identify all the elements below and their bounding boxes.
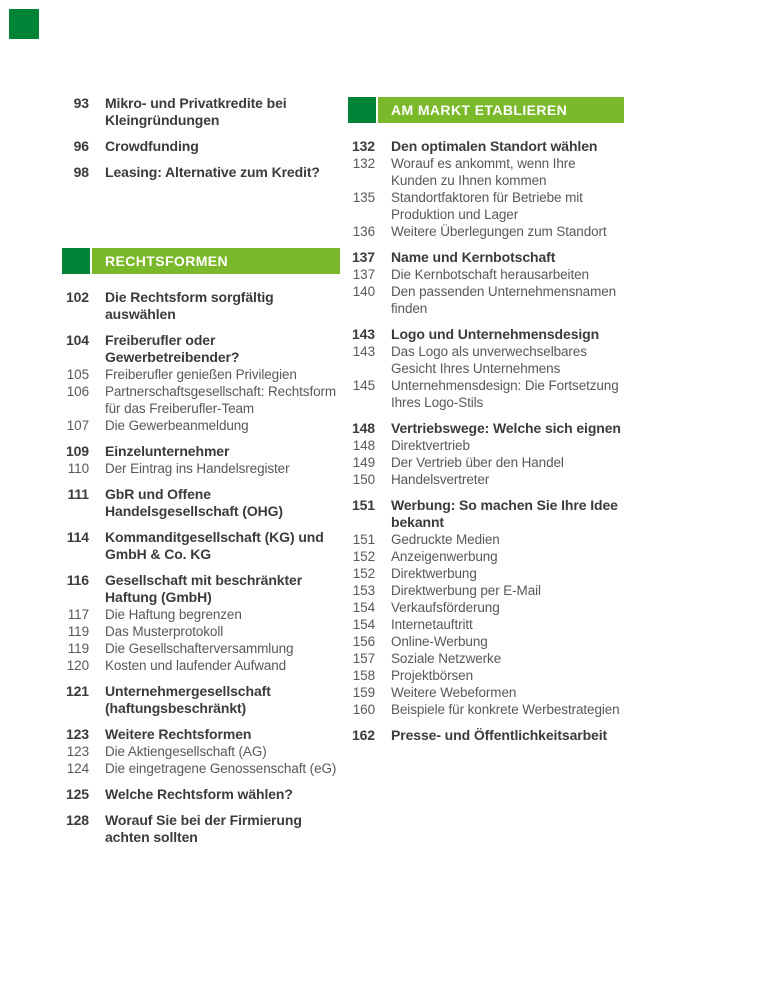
toc-entry xyxy=(348,582,624,599)
toc-entry xyxy=(62,683,340,717)
toc-entry-title: Handelsvertreter xyxy=(391,472,490,487)
toc-entry-page-number: 150 xyxy=(352,472,375,487)
toc-entry-title: Worauf Sie bei der Firmierung achten sollten xyxy=(105,812,302,845)
section-header-bar xyxy=(92,248,340,274)
toc-entry xyxy=(62,289,340,323)
toc-entry xyxy=(348,326,624,343)
toc-entry-title: Anzeigenwerbung xyxy=(391,549,498,564)
toc-entry-page-number: 145 xyxy=(352,378,375,393)
toc-entry-title: Projektbörsen xyxy=(391,668,473,683)
toc-entry-page-number: 148 xyxy=(352,438,375,453)
toc-right-column xyxy=(348,97,624,744)
toc-entry-title: Welche Rechtsform wählen? xyxy=(105,786,293,802)
toc-entry xyxy=(348,249,624,266)
toc-entry-title: GbR und Offene Handelsgesellschaft (OHG) xyxy=(105,486,283,519)
toc-entry xyxy=(348,437,624,454)
toc-entry xyxy=(62,138,340,155)
toc-entry-title: Der Eintrag ins Handelsregister xyxy=(105,461,290,476)
toc-entry-page-number: 154 xyxy=(352,600,375,615)
toc-entry-page-number: 104 xyxy=(65,332,89,348)
toc-entry-page-number: 153 xyxy=(352,583,375,598)
toc-entry xyxy=(62,529,340,563)
toc-entry-page-number: 162 xyxy=(351,727,375,743)
toc-entry xyxy=(62,460,340,477)
section-header xyxy=(62,248,340,274)
toc-entry-page-number: 135 xyxy=(352,190,375,205)
toc-entry xyxy=(348,138,624,155)
toc-entry-title: Weitere Überlegungen zum Standort xyxy=(391,224,607,239)
section-header xyxy=(348,97,624,123)
toc-entry-page-number: 143 xyxy=(351,326,375,342)
toc-entry-page-number: 93 xyxy=(73,95,89,111)
toc-entry-page-number: 125 xyxy=(65,786,89,802)
toc-entry xyxy=(348,616,624,633)
toc-entry-page-number: 137 xyxy=(351,249,375,265)
toc-entry xyxy=(348,565,624,582)
toc-entry-page-number: 119 xyxy=(67,624,89,639)
toc-entry xyxy=(62,623,340,640)
toc-entry-title: Logo und Unternehmensdesign xyxy=(391,326,600,342)
toc-entry xyxy=(62,812,340,846)
toc-entry-page-number: 110 xyxy=(67,461,89,476)
toc-entry-page-number: 154 xyxy=(352,617,375,632)
toc-entry xyxy=(348,266,624,283)
toc-entry xyxy=(62,640,340,657)
toc-entry xyxy=(62,572,340,606)
section-header-accent-square xyxy=(62,248,90,274)
toc-entry-title: Name und Kernbotschaft xyxy=(391,249,556,265)
toc-entry-page-number: 149 xyxy=(352,455,375,470)
toc-entry-title: Die eingetragene Genossenschaft (eG) xyxy=(105,761,337,776)
toc-entry xyxy=(62,486,340,520)
toc-entry-title: Den passenden Unternehmensnamen finden xyxy=(391,284,617,316)
toc-entry xyxy=(348,343,624,377)
toc-entry-page-number: 117 xyxy=(67,607,89,622)
toc-entries-group xyxy=(62,95,340,181)
toc-entry-title: Online-Werbung xyxy=(391,634,488,649)
toc-entry-title: Einzelunternehmer xyxy=(105,443,230,459)
toc-entry xyxy=(348,701,624,718)
toc-entry-page-number: 128 xyxy=(65,812,89,828)
toc-entry-title: Kosten und laufender Aufwand xyxy=(105,658,287,673)
toc-entry-title: Worauf es ankommt, wenn Ihre Kunden zu Ihnen kommen xyxy=(391,156,576,188)
toc-entry xyxy=(348,667,624,684)
toc-entry-title: Unternehmensdesign: Die Fortsetzung Ihres Logo-Stils xyxy=(391,378,619,410)
section-header-bar xyxy=(378,97,624,123)
section-header-title: AM MARKT ETABLIEREN xyxy=(391,102,568,118)
toc-entry-title: Vertriebswege: Welche sich eignen xyxy=(391,420,621,436)
toc-entry xyxy=(62,417,340,434)
toc-entry-page-number: 151 xyxy=(351,497,375,513)
toc-entry xyxy=(62,743,340,760)
toc-entry-title: Die Haftung begrenzen xyxy=(105,607,242,622)
toc-entry-title: Presse- und Öffentlichkeitsarbeit xyxy=(391,727,608,743)
toc-entries-group xyxy=(62,289,340,846)
corner-accent-square xyxy=(9,9,39,39)
toc-entry-page-number: 136 xyxy=(352,224,375,239)
toc-entry xyxy=(62,443,340,460)
toc-entry-title: Freiberufler oder Gewerbetreibender? xyxy=(105,332,240,365)
toc-entry-page-number: 123 xyxy=(66,744,89,759)
toc-entries-group xyxy=(348,138,624,744)
toc-entry-title: Die Rechtsform sorgfältig auswählen xyxy=(105,289,274,322)
toc-entry-page-number: 107 xyxy=(66,418,89,433)
toc-entry-title: Gesellschaft mit beschränkter Haftung (GmbH) xyxy=(105,572,303,605)
toc-entry xyxy=(62,726,340,743)
toc-entry-title: Den optimalen Standort wählen xyxy=(391,138,598,154)
toc-entry-page-number: 119 xyxy=(67,641,89,656)
toc-entry xyxy=(348,377,624,411)
toc-entry-page-number: 106 xyxy=(66,384,89,399)
toc-entry-page-number: 132 xyxy=(351,138,375,154)
toc-entry xyxy=(348,454,624,471)
toc-entry xyxy=(348,531,624,548)
toc-entry-page-number: 148 xyxy=(351,420,375,436)
toc-entry-title: Direktwerbung xyxy=(391,566,477,581)
toc-entry-title: Standortfaktoren für Betriebe mit Produktion und Lager xyxy=(391,190,583,222)
toc-entry xyxy=(348,548,624,565)
toc-entry xyxy=(348,633,624,650)
toc-entry-page-number: 114 xyxy=(66,529,89,545)
toc-entry-title: Beispiele für konkrete Werbestrategien xyxy=(391,702,620,717)
toc-entry xyxy=(348,684,624,701)
toc-entry-title: Internetauftritt xyxy=(391,617,473,632)
toc-entry-page-number: 157 xyxy=(352,651,375,666)
toc-entry-title: Weitere Rechtsformen xyxy=(105,726,252,742)
toc-entry xyxy=(348,497,624,531)
toc-entry xyxy=(348,283,624,317)
toc-entry xyxy=(348,155,624,189)
toc-entry-title: Direktvertrieb xyxy=(391,438,470,453)
section-header-title: RECHTSFORMEN xyxy=(105,253,229,269)
toc-entry-page-number: 137 xyxy=(352,267,375,282)
toc-entry-page-number: 156 xyxy=(352,634,375,649)
toc-entry-title: Crowdfunding xyxy=(105,138,199,154)
toc-entry-title: Soziale Netzwerke xyxy=(391,651,502,666)
toc-entry-page-number: 96 xyxy=(73,138,89,154)
toc-entry-title: Partnerschaftsgesellschaft: Rechtsform für das Freiberufler-Team xyxy=(105,384,337,416)
toc-entry xyxy=(62,786,340,803)
toc-entry-page-number: 98 xyxy=(73,164,89,180)
toc-entry xyxy=(348,650,624,667)
toc-entry-page-number: 152 xyxy=(352,549,375,564)
section-header-accent-square xyxy=(348,97,376,123)
toc-entry-page-number: 158 xyxy=(352,668,375,683)
toc-entry-title: Das Musterprotokoll xyxy=(105,624,224,639)
toc-entry-page-number: 123 xyxy=(65,726,89,742)
toc-entry xyxy=(348,471,624,488)
toc-entry-title: Unternehmergesellschaft (haftungsbeschränkt) xyxy=(105,683,271,716)
toc-entry-page-number: 120 xyxy=(66,658,89,673)
toc-left-column xyxy=(62,95,340,846)
toc-entry-page-number: 102 xyxy=(65,289,89,305)
toc-entry-title: Weitere Webeformen xyxy=(391,685,517,700)
toc-entry-page-number: 132 xyxy=(352,156,375,171)
toc-entry xyxy=(62,606,340,623)
toc-entry-title: Verkaufsförderung xyxy=(391,600,500,615)
toc-entry-title: Das Logo als unverwechselbares Gesicht Ihres Unternehmens xyxy=(391,344,587,376)
toc-entry xyxy=(62,760,340,777)
toc-entry xyxy=(62,332,340,366)
toc-entry-page-number: 159 xyxy=(352,685,375,700)
toc-entry xyxy=(348,189,624,223)
toc-entry-page-number: 151 xyxy=(352,532,375,547)
toc-entry-title: Leasing: Alternative zum Kredit? xyxy=(105,164,320,180)
toc-entry-title: Die Aktiengesellschaft (AG) xyxy=(105,744,267,759)
toc-entry xyxy=(62,164,340,181)
toc-entry xyxy=(348,599,624,616)
toc-entry xyxy=(348,420,624,437)
toc-entry-title: Der Vertrieb über den Handel xyxy=(391,455,564,470)
toc-entry-title: Die Gewerbeanmeldung xyxy=(105,418,249,433)
toc-entry-page-number: 121 xyxy=(65,683,89,699)
toc-entry xyxy=(348,223,624,240)
toc-entry-page-number: 111 xyxy=(67,486,89,502)
toc-entry xyxy=(62,95,340,129)
toc-entry-page-number: 160 xyxy=(352,702,375,717)
toc-entry-title: Die Kernbotschaft herausarbeiten xyxy=(391,267,589,282)
toc-entry-page-number: 152 xyxy=(352,566,375,581)
toc-entry-title: Gedruckte Medien xyxy=(391,532,500,547)
toc-entry-page-number: 109 xyxy=(65,443,89,459)
toc-entry xyxy=(62,657,340,674)
toc-entry-title: Werbung: So machen Sie Ihre Idee bekannt xyxy=(391,497,618,530)
toc-entry-title: Freiberufler genießen Privilegien xyxy=(105,367,297,382)
toc-entry-title: Die Gesellschafterversammlung xyxy=(105,641,294,656)
toc-entry-page-number: 116 xyxy=(66,572,89,588)
toc-entry-title: Kommanditgesellschaft (KG) und GmbH & Co. KG xyxy=(105,529,324,562)
toc-entry-page-number: 124 xyxy=(66,761,89,776)
toc-entry xyxy=(348,727,624,744)
toc-entry-title: Direktwerbung per E-Mail xyxy=(391,583,541,598)
toc-entry-page-number: 140 xyxy=(352,284,375,299)
toc-entry xyxy=(62,383,340,417)
toc-entry-title: Mikro- und Privatkredite bei Kleingründungen xyxy=(105,95,287,128)
toc-entry xyxy=(62,366,340,383)
toc-entry-page-number: 105 xyxy=(66,367,89,382)
toc-entry-page-number: 143 xyxy=(352,344,375,359)
